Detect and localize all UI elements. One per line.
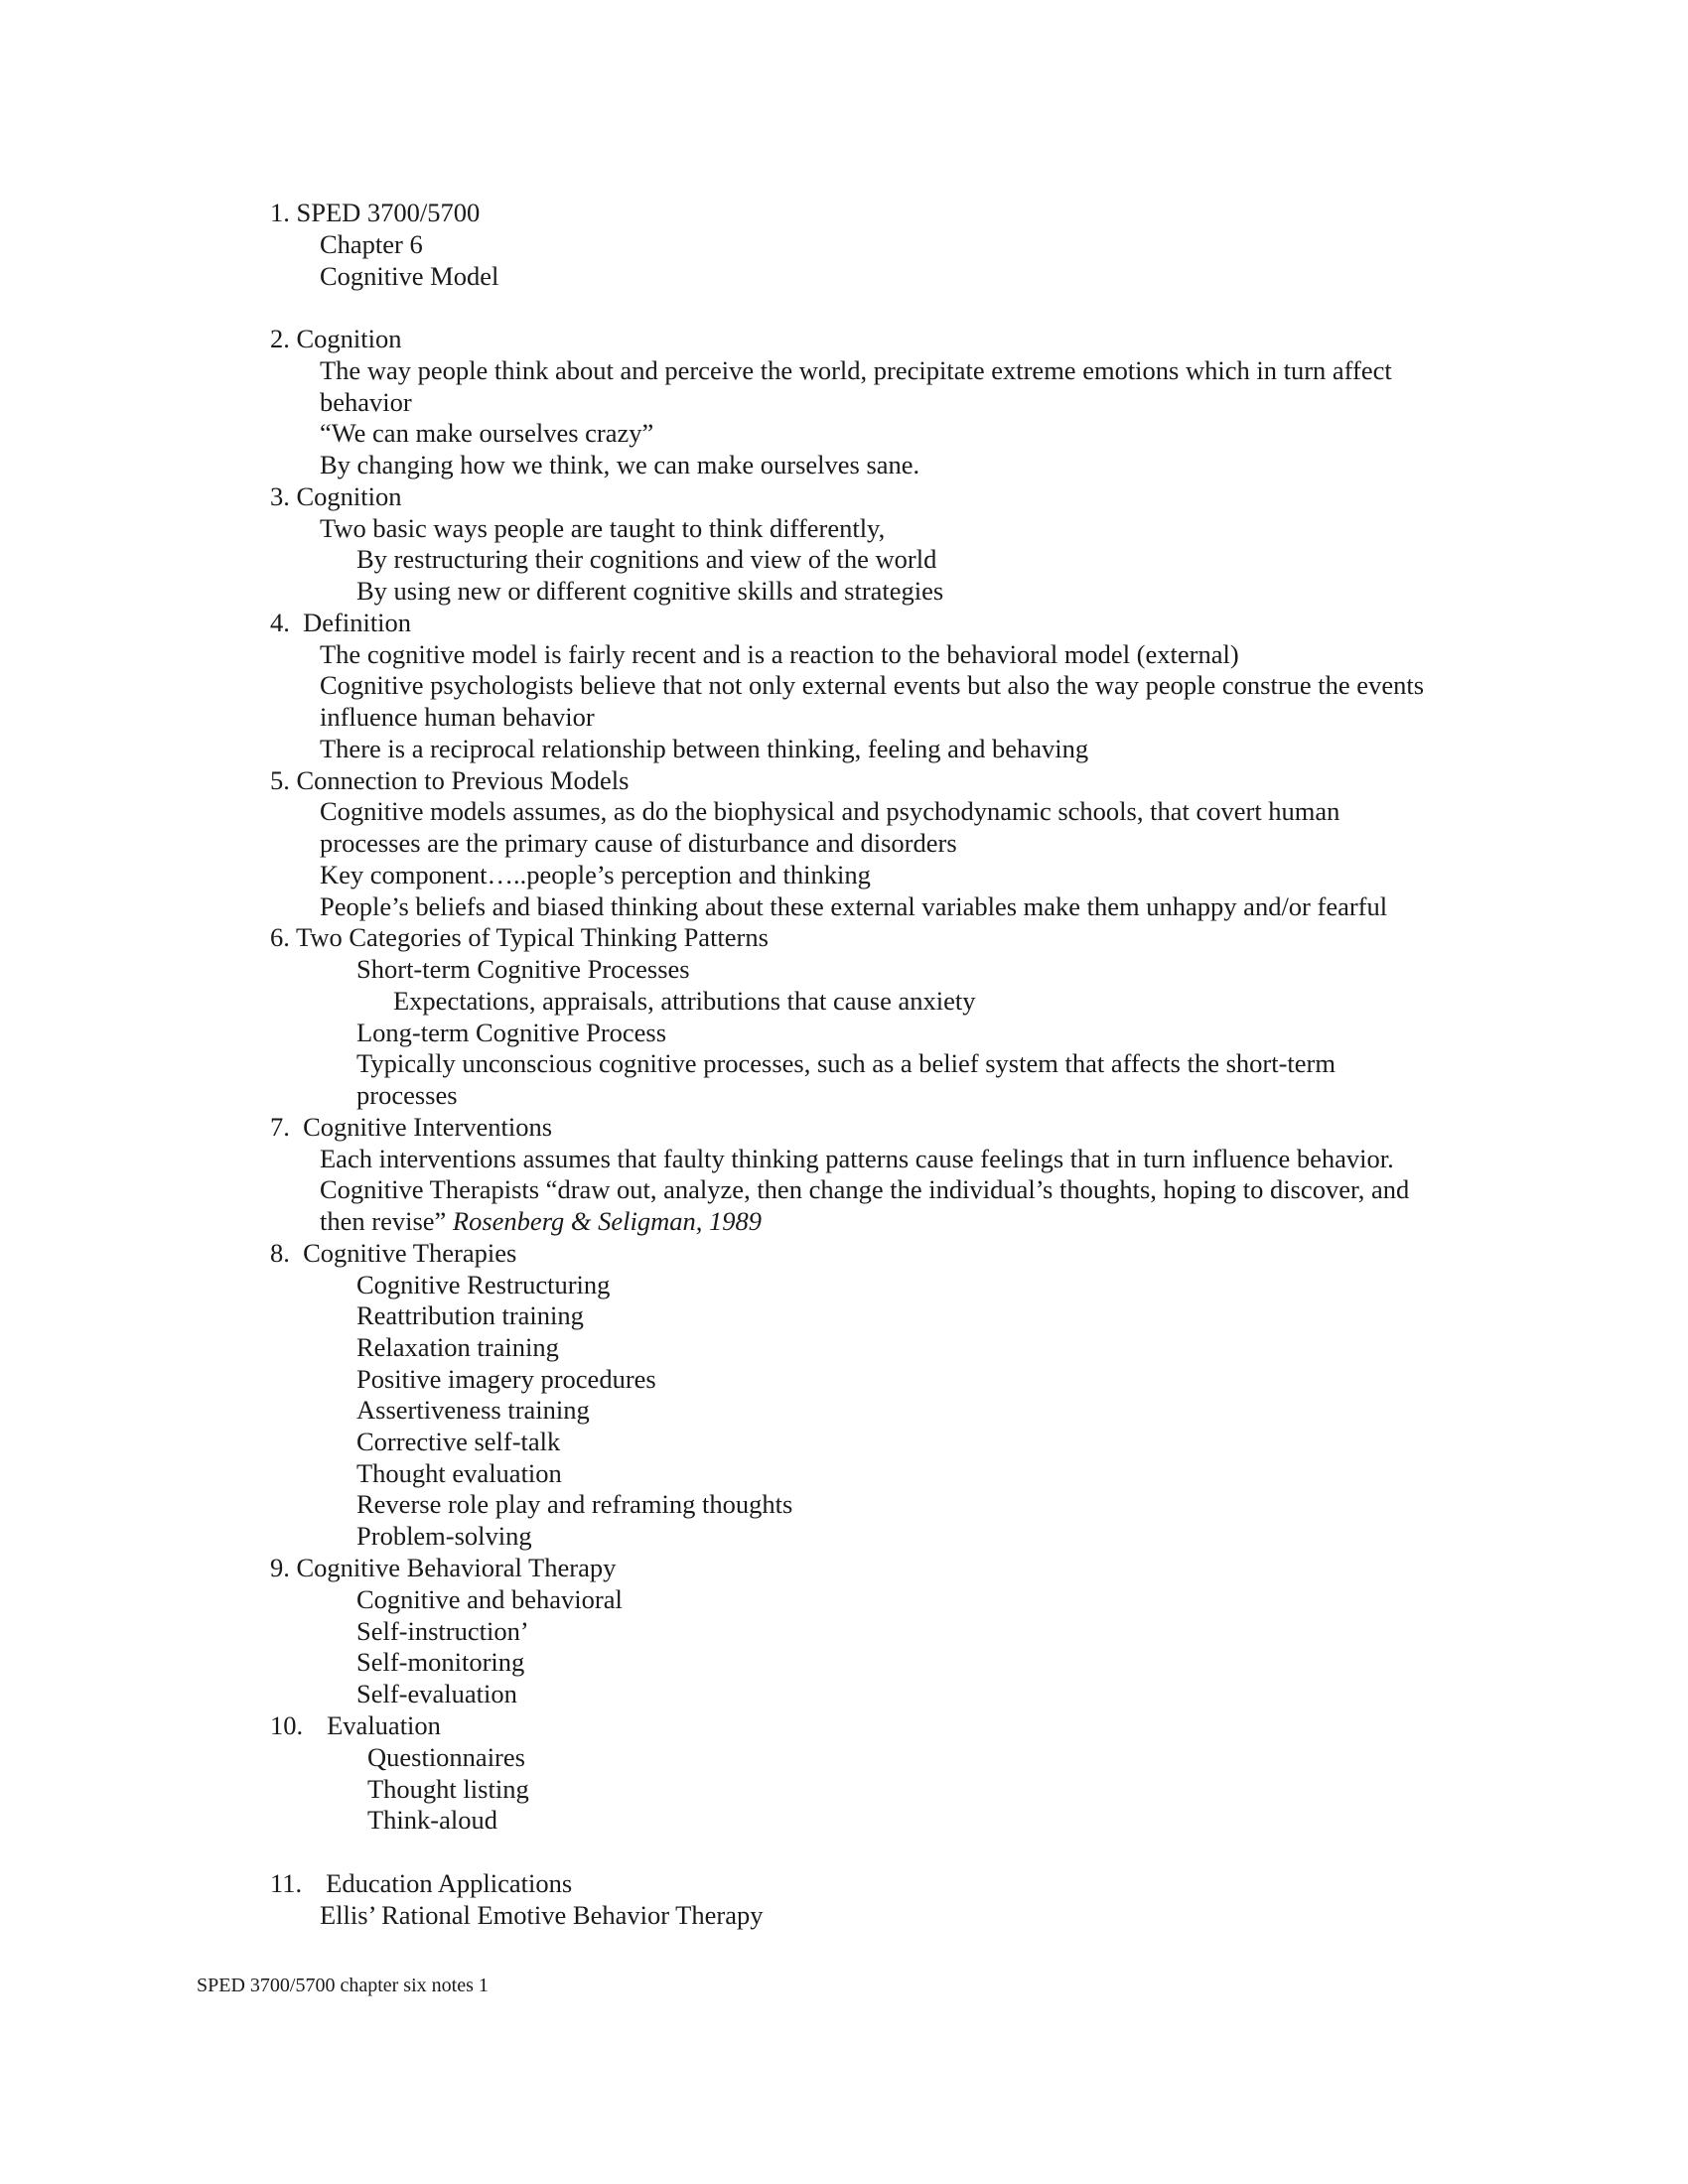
list-item: Self-evaluation [356, 1679, 517, 1708]
section-7-heading [270, 1111, 552, 1143]
section-6-subsubline: Expectations, appraisals, attributions that cause anxiety [393, 986, 976, 1016]
section-4-line: Cognitive psychologists believe that not only external events but also the way people construe the events [320, 670, 1425, 700]
section-number: 10. [270, 1710, 304, 1740]
section-1-heading [270, 197, 480, 228]
section-11-line: Ellis’ Rational Emotive Behavior Therapy [320, 1900, 764, 1930]
list-item: Self-monitoring [356, 1647, 525, 1677]
section-5-line: Cognitive models assumes, as do the biophysical and psychodynamic schools, that covert human [320, 796, 1340, 826]
section-title: Connection to Previous Models [296, 765, 630, 795]
list-item: Positive imagery procedures [356, 1364, 656, 1394]
section-6-heading [270, 921, 769, 953]
section-number: 9. [270, 1553, 290, 1582]
list-item: Cognitive and behavioral [356, 1584, 623, 1614]
section-5-line: People’s beliefs and biased thinking about these external variables make them unhappy and/or fearful [320, 891, 1388, 921]
section-number: 2. [270, 324, 290, 353]
citation: Rosenberg & Seligman, 1989 [452, 1206, 763, 1236]
list-item: Problem-solving [356, 1521, 532, 1551]
section-number: 5. [270, 765, 290, 795]
section-3-subline: By using new or different cognitive skills and strategies [356, 576, 944, 606]
section-number: 4. [270, 608, 290, 637]
list-item: Corrective self-talk [356, 1427, 561, 1456]
section-4-line: The cognitive model is fairly recent and is a reaction to the behavioral model (external) [320, 639, 1239, 669]
section-5-line: Key component…..people’s perception and thinking [320, 860, 871, 889]
section-10-heading [270, 1709, 441, 1741]
section-title: SPED 3700/5700 [296, 198, 481, 227]
section-title: Two Categories of Typical Thinking Patterns [296, 922, 769, 952]
list-item: Thought listing [367, 1774, 529, 1804]
section-title: Cognitive Therapies [303, 1238, 517, 1268]
section-1-line: Chapter 6 [320, 229, 423, 259]
section-number: 3. [270, 481, 290, 511]
section-4-line: There is a reciprocal relationship between thinking, feeling and behaving [320, 734, 1089, 763]
section-7-line: Each interventions assumes that faulty thinking patterns cause feelings that in turn influence behavior. [320, 1144, 1394, 1173]
list-item: Relaxation training [356, 1332, 559, 1362]
list-item: Assertiveness training [356, 1395, 590, 1425]
section-number: 11. [270, 1868, 303, 1898]
section-8-heading [270, 1237, 516, 1269]
section-2-line: behavior [320, 387, 412, 417]
section-7-line: Cognitive Therapists “draw out, analyze, then change the individual’s thoughts, hoping to discover, and [320, 1174, 1410, 1204]
section-title: Definition [303, 608, 412, 637]
section-3-line: Two basic ways people are taught to think differently, [320, 513, 886, 543]
section-2-line: By changing how we think, we can make ourselves sane. [320, 450, 920, 479]
page-footer: SPED 3700/5700 chapter six notes 1 [197, 1975, 489, 1996]
section-title: Cognition [296, 481, 402, 511]
section-4-line: influence human behavior [320, 702, 595, 732]
list-item: Think-aloud [367, 1805, 497, 1835]
section-11-heading [270, 1867, 572, 1899]
section-6-subline: processes [356, 1080, 458, 1110]
section-3-heading [270, 480, 402, 512]
section-4-heading [270, 607, 411, 638]
section-5-heading [270, 764, 629, 796]
section-6-subline: Long-term Cognitive Process [356, 1018, 667, 1047]
section-number: 6. [270, 922, 290, 952]
section-1-line: Cognitive Model [320, 261, 499, 291]
section-2-heading [270, 323, 402, 354]
section-number: 1. [270, 198, 290, 227]
list-item: Cognitive Restructuring [356, 1270, 611, 1299]
quote-end: then revise” [320, 1206, 447, 1236]
section-number: 7. [270, 1112, 290, 1142]
list-item: Reattribution training [356, 1300, 584, 1330]
section-title: Cognitive Interventions [303, 1112, 553, 1142]
section-number: 8. [270, 1238, 290, 1268]
list-item: Questionnaires [367, 1742, 525, 1772]
section-6-subline: Short-term Cognitive Processes [356, 954, 690, 984]
section-5-line: processes are the primary cause of disturbance and disorders [320, 828, 957, 858]
section-2-line: “We can make ourselves crazy” [320, 418, 654, 448]
section-3-subline: By restructuring their cognitions and view of the world [356, 544, 937, 574]
section-title: Cognitive Behavioral Therapy [296, 1553, 617, 1582]
section-title: Evaluation [327, 1710, 441, 1740]
section-title: Cognition [296, 324, 402, 353]
list-item: Self-instruction’ [356, 1616, 529, 1646]
section-title: Education Applications [326, 1868, 573, 1898]
section-2-line: The way people think about and perceive the world, precipitate extreme emotions which in turn affect [320, 355, 1392, 385]
section-6-subline: Typically unconscious cognitive processes, such as a belief system that affects the short-term [356, 1048, 1336, 1078]
section-7-line [320, 1205, 762, 1237]
section-9-heading [270, 1552, 616, 1583]
list-item: Reverse role play and reframing thoughts [356, 1489, 793, 1519]
list-item: Thought evaluation [356, 1458, 562, 1488]
